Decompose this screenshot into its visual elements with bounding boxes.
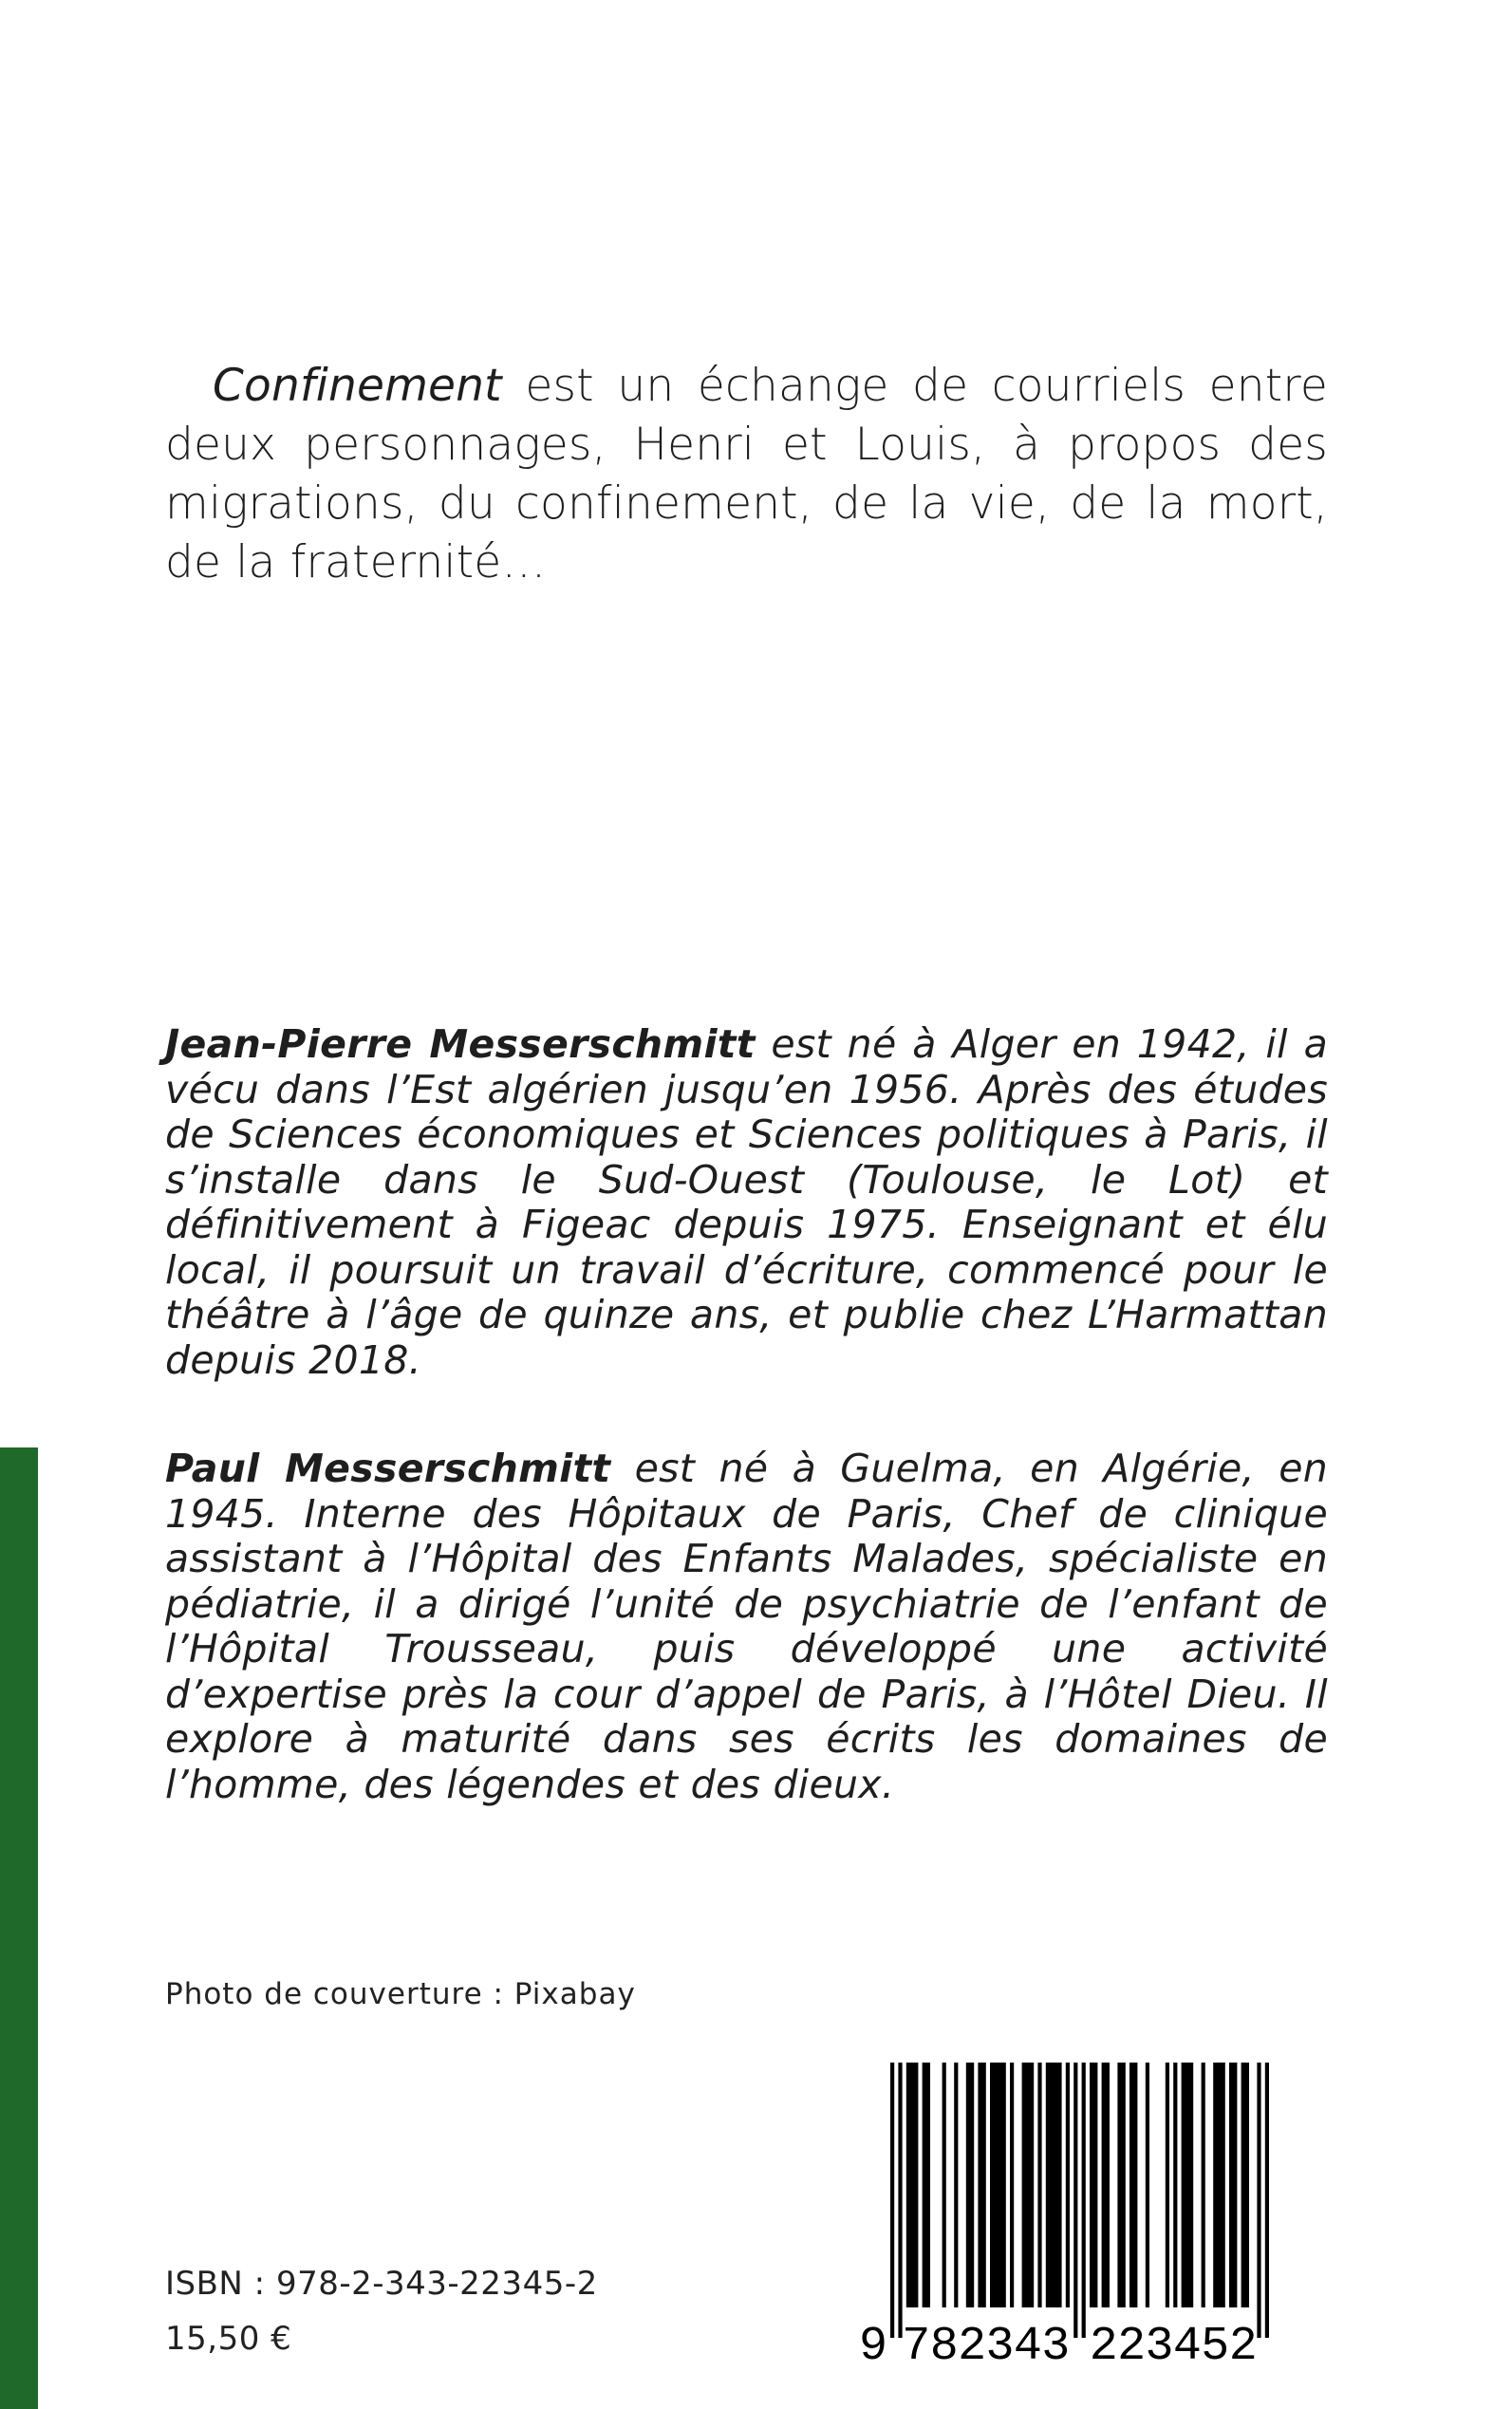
barcode-bar: [1117, 2063, 1125, 2307]
spine-accent-strip: [0, 1447, 38, 2409]
barcode-bars: [890, 2063, 1269, 2338]
author-bio-text: est né à Alger en 1942, il a vécu dans l’Est algérien jusqu’en 1956. Après des études de Sciences économiques et Sciences politiques à Paris, il s’installe dans le Sud-Ouest (Toulouse, le Lot) et définitivement à Figeac depuis 1975. Enseignant et élu local, il poursuit un travail d’écriture, commencé pour le théâtre à l’âge de quinze ans, et publie chez L’Harmattan depuis 2018.: [165, 1021, 1328, 1383]
barcode-digit: 3: [1041, 2320, 1071, 2374]
barcode-digit: 2: [1228, 2320, 1258, 2374]
barcode-bar: [1229, 2063, 1237, 2307]
book-title: Confinement: [213, 360, 502, 412]
barcode-bar: [1066, 2063, 1070, 2307]
book-blurb: [165, 357, 1328, 592]
barcode-bar: [1241, 2063, 1249, 2307]
barcode-bar: [1146, 2063, 1149, 2307]
barcode-bar: [1082, 2063, 1086, 2338]
barcode-bar: [1213, 2063, 1225, 2307]
barcode-digit: 7: [902, 2320, 931, 2374]
barcode-bar: [1173, 2063, 1177, 2307]
barcode-bar: [906, 2063, 919, 2307]
barcode-bar: [1037, 2063, 1041, 2307]
author-bio: [165, 1447, 1328, 1807]
barcode-digit: 4: [1172, 2320, 1202, 2374]
barcode-bar: [1022, 2063, 1035, 2307]
barcode-bar: [966, 2063, 974, 2307]
barcode-bar: [1090, 2063, 1097, 2307]
barcode-bar: [890, 2063, 894, 2338]
barcode-digit: 3: [1145, 2320, 1174, 2374]
barcode-bar: [1129, 2063, 1137, 2307]
barcode-bar: [1102, 2063, 1110, 2307]
barcode-bar: [923, 2063, 930, 2307]
barcode-digit: 2: [1089, 2320, 1118, 2374]
price-label: 15,50 €: [165, 2320, 292, 2358]
barcode-bar: [990, 2063, 1006, 2307]
barcode-digit: 4: [1013, 2320, 1042, 2374]
barcode-bar: [978, 2063, 985, 2307]
barcode-bar: [1265, 2063, 1269, 2338]
isbn-label: ISBN : 978-2-343-22345-2: [165, 2265, 598, 2303]
barcode-bar: [1073, 2063, 1077, 2338]
author-name: Paul Messerschmitt: [165, 1446, 611, 1491]
barcode-bar: [1010, 2063, 1014, 2307]
barcode-digit: 5: [1201, 2320, 1230, 2374]
author-bio: [165, 1022, 1328, 1383]
barcode-bar: [943, 2063, 946, 2307]
blurb-text: est un échange de courriels entre deux personnages, Henri et Louis, à propos des migrations, du confinement, de la vie, de la mort, de la fraternité…: [165, 360, 1328, 588]
author-name: Jean-Pierre Messerschmitt: [165, 1021, 756, 1067]
barcode-bar: [898, 2063, 902, 2338]
barcode-bar: [954, 2063, 958, 2307]
ean13-barcode-icon: [854, 2055, 1329, 2397]
author-bio-text: est né à Guelma, en Algérie, en 1945. Interne des Hôpitaux de Paris, Chef de clinique assistant à l’Hôpital des Enfants Malades, spécialiste en pédiatrie, il a dirigé l’unité de psychiatrie de l’enfant de l’Hôpital Trousseau, puis développé une activité d’expertise près la cour d’appel de Paris, à l’Hôtel Dieu. Il explore à maturité dans ses écrits les domaines de l’homme, des légendes et des dieux.: [165, 1446, 1328, 1807]
barcode-bar: [1166, 2063, 1169, 2307]
barcode-digits: [859, 2320, 1258, 2374]
barcode-digit: 2: [1117, 2320, 1147, 2374]
barcode-digit: 8: [929, 2320, 959, 2374]
barcode-digit: 2: [958, 2320, 987, 2374]
barcode-bar: [1257, 2063, 1260, 2338]
barcode-digit: 3: [985, 2320, 1015, 2374]
photo-credit: Photo de couverture : Pixabay: [165, 1977, 636, 2011]
barcode-bar: [1046, 2063, 1062, 2307]
barcode-bar: [1182, 2063, 1194, 2307]
barcode-bar: [1202, 2063, 1205, 2307]
barcode-digit: 9: [858, 2320, 888, 2374]
